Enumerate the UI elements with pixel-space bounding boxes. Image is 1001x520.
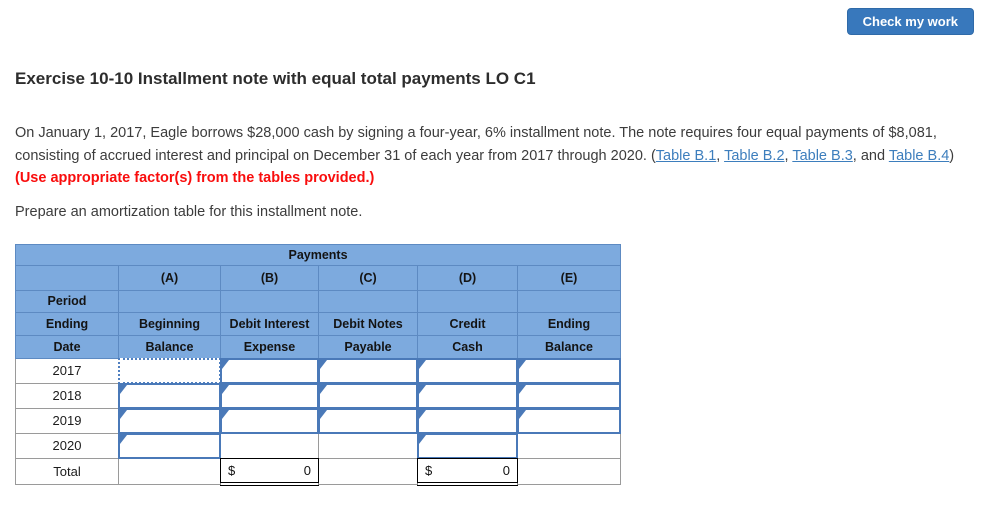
cell-marker-icon [222, 410, 229, 419]
input-2020-beginning-balance[interactable] [118, 433, 221, 459]
static-cell-total-ending-balance [518, 458, 621, 484]
debit-interest-header-line2: Expense [221, 335, 319, 358]
blank-header-cell [518, 290, 621, 312]
cell-marker-icon [419, 360, 426, 369]
exercise-title: Exercise 10-10 Installment note with equal total payments LO C1 [15, 69, 536, 88]
table-b4-link[interactable]: Table B.4 [888, 147, 950, 164]
cell-marker-icon [320, 410, 327, 419]
problem-statement [15, 122, 963, 190]
currency-symbol: $ [425, 462, 433, 478]
amortization-table [15, 244, 621, 485]
credit-cash-header-line1: Credit [418, 312, 518, 335]
debit-interest-header-line1: Debit Interest [221, 312, 319, 335]
beginning-balance-header-line2: Balance [119, 335, 221, 358]
table-b2-link[interactable]: Table B.2 [724, 147, 785, 164]
blank-header-cell [221, 290, 319, 312]
corner-blank-cell [16, 265, 119, 290]
beginning-balance-header-line1: Beginning [119, 312, 221, 335]
cell-marker-icon [120, 435, 127, 444]
red-instruction-note: (Use appropriate factor(s) from the tables provided.) [15, 170, 375, 186]
period-header-line2: Ending [16, 312, 119, 335]
cell-marker-icon [419, 410, 426, 419]
input-2018-debit-notes-payable[interactable] [318, 383, 418, 409]
check-my-work-button[interactable]: Check my work [847, 8, 974, 35]
year-label-2020: 2020 [16, 433, 119, 458]
year-label-2017: 2017 [16, 358, 119, 383]
cell-marker-icon [320, 385, 327, 394]
ending-balance-header-line2: Balance [518, 335, 621, 358]
column-letter-a: (A) [119, 265, 221, 290]
input-2019-beginning-balance[interactable] [118, 408, 221, 434]
static-cell-2020-debit-notes [319, 433, 418, 458]
currency-symbol: $ [228, 462, 236, 478]
link-separator: , [784, 147, 793, 164]
blank-header-cell [319, 290, 418, 312]
input-2020-credit-cash[interactable] [417, 433, 518, 459]
period-header-line1: Period [16, 290, 119, 312]
total-amount: 0 [502, 462, 510, 478]
input-2018-debit-interest-expense[interactable] [220, 383, 319, 409]
cell-marker-icon [419, 435, 426, 444]
cell-marker-icon [519, 410, 526, 419]
total-amount: 0 [303, 462, 311, 478]
total-credit-cash [417, 458, 518, 486]
blank-header-cell [119, 290, 221, 312]
input-2019-ending-balance[interactable] [517, 408, 621, 434]
input-2018-credit-cash[interactable] [417, 383, 518, 409]
task-instruction: Prepare an amortization table for this installment note. [15, 203, 363, 220]
static-cell-total-beginning-balance [119, 458, 221, 484]
static-cell-2020-debit-interest [221, 433, 319, 458]
period-header-line3: Date [16, 335, 119, 358]
year-label-2018: 2018 [16, 383, 119, 408]
payments-header: Payments [16, 244, 621, 265]
static-cell-total-debit-notes [319, 458, 418, 484]
total-debit-interest-expense [220, 458, 319, 486]
column-letter-b: (B) [221, 265, 319, 290]
input-2017-debit-interest-expense[interactable] [220, 358, 319, 384]
column-letter-d: (D) [418, 265, 518, 290]
problem-text: On January 1, 2017, Eagle borrows $28,000 cash by signing a four-year, 6% installment note. The note requires four equal payments of $8,081, consisting of accrued interest and principal on December 31 of each year from 2017 through 2020. ( [15, 125, 937, 164]
cell-marker-icon [222, 360, 229, 369]
cell-marker-icon [519, 385, 526, 394]
input-2019-debit-notes-payable[interactable] [318, 408, 418, 434]
column-letter-c: (C) [319, 265, 418, 290]
cell-marker-icon [419, 385, 426, 394]
input-2018-beginning-balance[interactable] [118, 383, 221, 409]
table-b3-link[interactable]: Table B.3 [792, 147, 853, 164]
input-2018-ending-balance[interactable] [517, 383, 621, 409]
input-2019-debit-interest-expense[interactable] [220, 408, 319, 434]
closing-paren: ) [949, 147, 955, 164]
credit-cash-header-line2: Cash [418, 335, 518, 358]
cell-marker-icon [519, 360, 526, 369]
ending-balance-header-line1: Ending [518, 312, 621, 335]
table-b1-link[interactable]: Table B.1 [655, 147, 717, 164]
link-separator: , and [852, 147, 889, 164]
exercise-content [0, 68, 1001, 485]
input-2017-debit-notes-payable[interactable] [318, 358, 418, 384]
blank-header-cell [418, 290, 518, 312]
input-2017-ending-balance[interactable] [517, 358, 621, 384]
input-2019-credit-cash[interactable] [417, 408, 518, 434]
static-cell-2020-ending-balance [518, 433, 621, 458]
input-2017-credit-cash[interactable] [417, 358, 518, 384]
link-separator: , [716, 147, 725, 164]
cell-marker-icon [320, 360, 327, 369]
cell-marker-icon [222, 385, 229, 394]
year-label-2019: 2019 [16, 408, 119, 433]
cell-marker-icon [120, 410, 127, 419]
debit-notes-header-line2: Payable [319, 335, 418, 358]
debit-notes-header-line1: Debit Notes [319, 312, 418, 335]
total-row-label: Total [16, 458, 119, 484]
cell-marker-icon [120, 385, 127, 394]
input-2017-beginning-balance[interactable] [118, 358, 221, 384]
column-letter-e: (E) [518, 265, 621, 290]
